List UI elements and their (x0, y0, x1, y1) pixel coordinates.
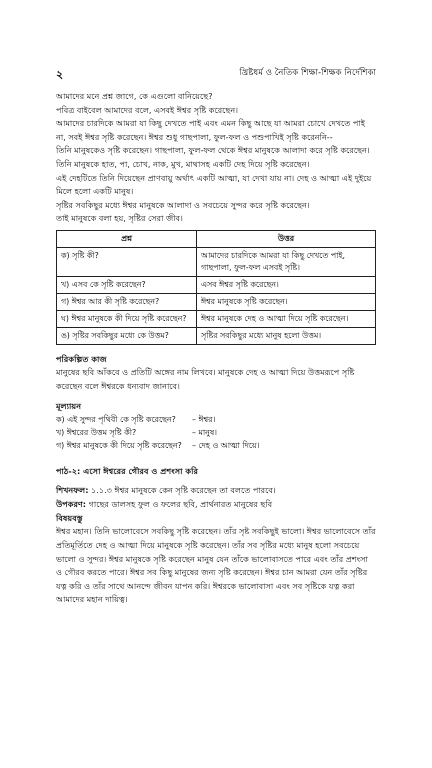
evaluation-question: ক) এই সুন্দর পৃথিবী কে সৃষ্টি করেছেন? (56, 415, 176, 425)
materials (56, 498, 376, 512)
page-content (56, 90, 376, 607)
page-header (56, 66, 376, 80)
learning-outcome-label: শিখনফল: (56, 485, 89, 496)
content-heading: বিষয়বস্তু (56, 513, 83, 524)
qa-table-header-row (57, 230, 376, 247)
qa-question: গ) ঈশ্বর আর কী সৃষ্টি করেছেন? (57, 293, 197, 310)
intro-paragraph: তিনি মানুষকে হাত, পা, চোখ, নাক, মুখ, মাথাসহ একটি দেহ দিয়ে সৃষ্টি করেছেন। (56, 158, 310, 169)
evaluation-item (56, 439, 376, 452)
materials-text: গাছের ডালসহ ফুল ও ফলের ছবি, প্রার্থনারত মানুষের ছবি (88, 498, 273, 509)
qa-question: ঙ) সৃষ্টির সবকিছুর মধ্যে কে উত্তম? (57, 327, 197, 344)
table-row (57, 247, 376, 276)
qa-table (56, 230, 376, 345)
qa-question: ঘ) ঈশ্বর মানুষকে কী দিয়ে সৃষ্টি করেছেন? (57, 310, 197, 327)
evaluation-item (56, 426, 376, 439)
evaluation-question: গ) ঈশ্বর মানুষকে কী দিয়ে সৃষ্টি করেছেন? (56, 441, 182, 451)
qa-answer: আমাদের চারদিকে আমরা যা কিছু দেখতে পাই, গাছপালা, ফুল-ফল এসবই সৃষ্টি। (197, 247, 376, 276)
content-text: ঈশ্বর মহান। তিনি ভালোবেসে সবকিছু সৃষ্টি করেছেন। তাঁর সৃষ্ট সবকিছুই ভালো। ঈশ্বর ভালোবেসে তাঁর প্রতিমূর্তিতে দেহ ও আত্মা দিয়ে মানুষকে সৃষ্টি করেছেন। তাঁর সব সৃষ্টির মধ্যে মানুষ হলো সবচেয়ে ভালো ও সুন্দর। ঈশ্বর মানুষকে সৃষ্টি করেছেন মানুষ যেন তাঁকে ভালোবাসতে পারে এবং তাঁর প্রশংসা ও গৌরব করতে পারে। ঈশ্বর সব কিছু মানুষের জন্য সৃষ্টি করেছেন। ঈশ্বর চান আমরা যেন তাঁর সৃষ্টির যত্ন করি ও তাঁর সাথে আনন্দে জীবন যাপন করি। ঈশ্বরকে ভালোবাসা এবং সব সৃষ্টিকে যত্ন করা আমাদের মহান দায়িত্ব। (56, 526, 376, 605)
evaluation-answer: – দেহ ও আত্মা দিয়ে। (192, 441, 260, 451)
qa-answer: ঈশ্বর মানুষকে সৃষ্টি করেছেন। (197, 293, 376, 310)
table-row (57, 327, 376, 344)
qa-question: ক) সৃষ্টি কী? (57, 247, 197, 276)
qa-answer: সৃষ্টির সবকিছুর মধ্যে মানুষ হলো উত্তম। (197, 327, 376, 344)
evaluation-item (56, 413, 376, 426)
intro-paragraph: আমাদের চারদিকে আমরা যা কিছু দেখতে পাই এবং এমন কিছু আছে যা আমরা চোখে দেখতে পাই না, সবই ঈশ্বর সৃষ্টি করেছেন। ঈশ্বর শুধু গাছপালা, ফুল-ফল ও পশুপাখিই সৃষ্টি করেননি-- (56, 118, 365, 142)
evaluation-answer: – মানুষ। (192, 428, 218, 438)
evaluation-question: খ) ঈশ্বরের উত্তম সৃষ্টি কী? (56, 428, 137, 438)
qa-answer: ঈশ্বর মানুষকে দেহ ও আত্মা দিয়ে সৃষ্টি করেছেন। (197, 310, 376, 327)
qa-question: খ) এসব কে সৃষ্টি করেছেন? (57, 276, 197, 293)
evaluation-answer: – ঈশ্বর। (192, 415, 216, 425)
lesson-title: পাঠ-২: এসো ঈশ্বরের গৌরব ও প্রশংসা করি (56, 466, 198, 477)
learning-outcome-text: ১.১.৩ ঈশ্বর মানুষকে কেন সৃষ্টি করেছেন তা বলতে পারবে। (91, 485, 276, 496)
table-row (57, 276, 376, 293)
running-title: খ্রিষ্টধর্ম ও নৈতিক শিক্ষা-শিক্ষক নির্দেশিকা (239, 68, 376, 78)
page-number: ২ (56, 68, 64, 81)
planned-work-text: মানুষের ছবি আঁকবে ও প্রতিটি অঙ্গের নাম লিখবে। মানুষকে দেহ ও আত্মা দিয়ে উত্তমরূপে সৃষ্টি করেছেন বলে ঈশ্বরকে ধন্যবাদ জানাবে। (56, 366, 355, 391)
intro-paragraph: পবিত্র বাইবেল আমাদের বলে, এসবই ঈশ্বর সৃষ্টি করেছেন। (56, 104, 239, 115)
intro-paragraph: এই দেহটিতে তিনি দিয়েছেন প্রাণবায়ু অর্থাৎ একটি আত্মা, যা দেখা যায় না। দেহ ও আত্মা এই দুইয়ে মিলে হলো একটি মানুষ। (56, 172, 372, 197)
planned-work-heading: পরিকল্পিত কাজ (56, 353, 107, 364)
intro-paragraph: তিনি মানুষকেও সৃষ্টি করেছেন। গাছপালা, ফুল-ফল থেকে ঈশ্বর মানুষকে আলাদা করে সৃষ্টি করেছেন। (56, 145, 370, 156)
evaluation-heading: মূল্যায়ন (56, 401, 82, 412)
learning-outcome (56, 484, 376, 498)
intro-paragraph: তাই মানুষকে বলা হয়, সৃষ্টির সেরা জীব। (56, 213, 183, 224)
table-row (57, 293, 376, 310)
table-row (57, 310, 376, 327)
materials-label: উপকরণ: (56, 498, 87, 509)
qa-header-answer: উত্তর (197, 230, 376, 247)
intro-paragraph: সৃষ্টির সবকিছুর মধ্যে ঈশ্বর মানুষকে আলাদা ও সবচেয়ে সুন্দর করে সৃষ্টি করেছেন। (56, 199, 310, 210)
qa-header-question: প্রশ্ন (57, 230, 197, 247)
qa-answer: এসব ঈশ্বর সৃষ্টি করেছেন। (197, 276, 376, 293)
intro-paragraph: আমাদের মনে প্রশ্ন জাগে, কে এগুলো বানিয়েছে? (56, 91, 213, 101)
